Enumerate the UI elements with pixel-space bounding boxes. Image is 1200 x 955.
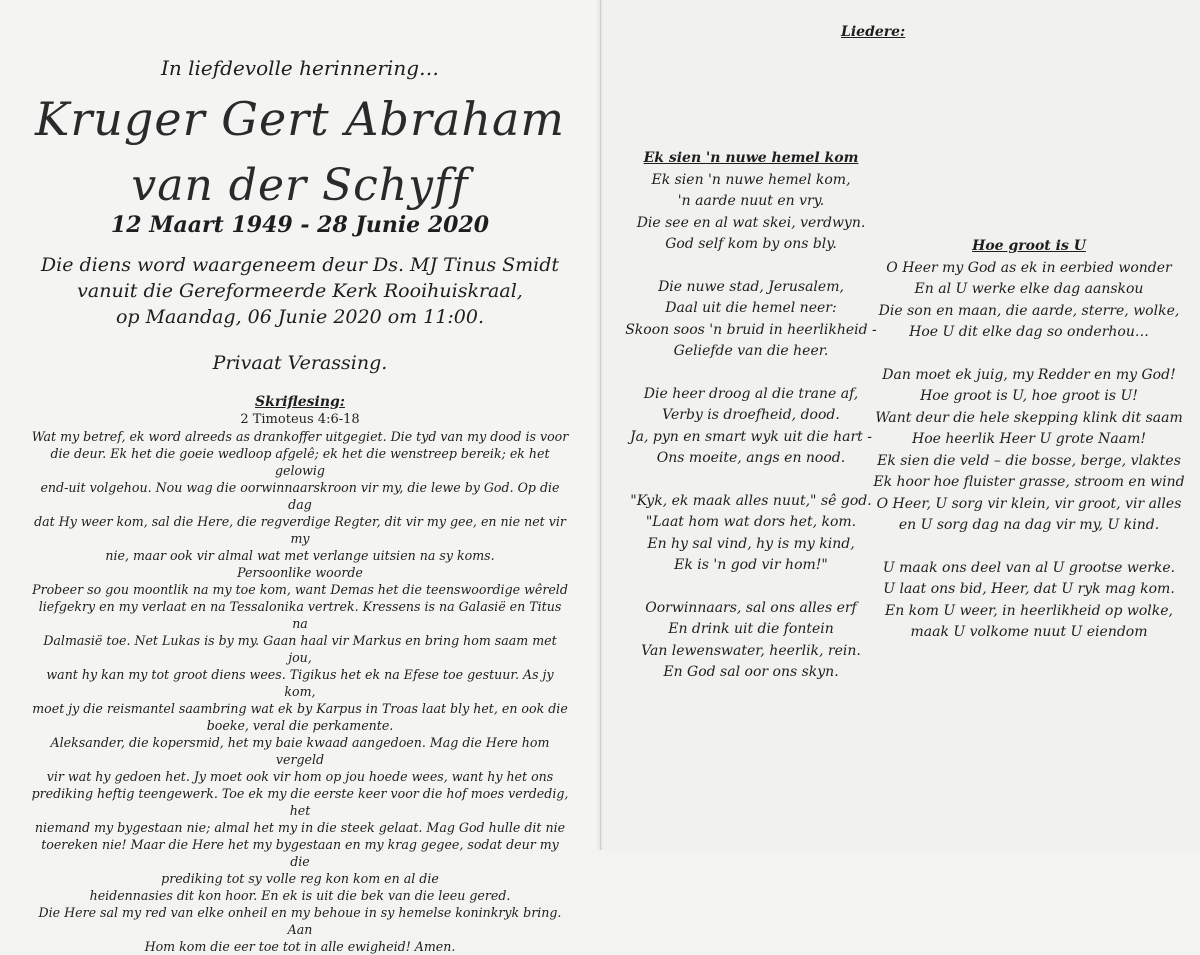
reading-line: liefgekry en my verlaat en na Tessalonika vertrek. Kressens is na Galasië en Titus na — [38, 599, 562, 631]
song-line: Ek is 'n god vir hom!" — [674, 557, 828, 573]
reading-line: Wat my betref, ek word alreeds as drankoffer uitgegiet. Die tyd van my dood is voor — [31, 429, 569, 444]
deceased-name-line1: Kruger Gert Abraham — [34, 92, 566, 146]
song-stanza — [611, 277, 891, 363]
song-title: Ek sien 'n nuwe hemel kom — [643, 150, 859, 166]
reading-title: Skriflesing: — [255, 394, 345, 410]
song-line: Geliefde van die heer. — [673, 343, 829, 359]
reading-line: Persoonlike woorde — [237, 565, 363, 580]
reading-line: niemand my bygestaan nie; almal het my in die steek gelaat. Mag God hulle dit nie — [34, 820, 566, 835]
service-line: Die diens word waargeneem deur Ds. MJ Tinus Smidt — [40, 254, 560, 276]
cremation-note: Privaat Verassing. — [212, 352, 388, 374]
reading-line: nie, maar ook vir almal wat met verlange uitsien na sy koms. — [105, 548, 495, 563]
reading-line: Dalmasië toe. Net Lukas is by my. Gaan haal vir Markus en bring hom saam met jou, — [43, 633, 557, 665]
scripture-reading — [30, 428, 570, 955]
song-line: God self kom by ons bly. — [665, 236, 837, 252]
song-line: Oorwinnaars, sal ons alles erf — [645, 599, 857, 616]
song-line: Ek sien 'n nuwe hemel kom, — [651, 171, 851, 188]
deceased-name-line2: van der Schyff — [131, 160, 469, 211]
song-line: Van lewenswater, heerlik, rein. — [641, 642, 861, 659]
song-line: O Heer my God as ek in eerbied wonder — [886, 259, 1172, 276]
reading-line: boeke, veral die perkamente. — [206, 718, 394, 733]
reading-line: prediking tot sy volle reg kon kom en al die — [161, 871, 439, 886]
song-line: Hoe heerlik Heer U grote Naam! — [911, 431, 1146, 447]
song-line: En al U werke elke dag aanskou — [914, 281, 1144, 297]
song-stanza — [611, 598, 891, 684]
song-title: Hoe groot is U — [972, 238, 1086, 254]
song-line: Die heer droog al die trane af, — [643, 385, 859, 402]
reading-line: want hy kan my tot groot diens wees. Tigikus het ek na Efese toe gestuur. As jy kom, — [46, 667, 554, 699]
reading-line: Probeer so gou moontlik na my toe kom, want Demas het die teenswoordige wêreld — [32, 582, 568, 597]
song-ek-sien — [611, 148, 891, 705]
song-line: Want deur die hele skepping klink dit saam — [875, 409, 1183, 426]
song-line: Die nuwe stad, Jerusalem, — [658, 278, 844, 295]
song-stanza — [611, 491, 891, 577]
reading-line: Aleksander, die kopersmid, het my baie kwaad aangedoen. Mag die Here hom vergeld — [50, 735, 550, 767]
reading-line: toereken nie! Maar die Here het my bygestaan en my krag gegee, sodat deur my die — [41, 837, 559, 869]
left-page — [0, 0, 600, 954]
song-hoe-groot — [869, 236, 1189, 665]
song-line: 'n aarde nuut en vry. — [677, 193, 825, 209]
song-stanza — [611, 170, 891, 256]
song-line: en U sorg dag na dag vir my, U kind. — [898, 517, 1160, 533]
song-stanza — [869, 365, 1189, 537]
song-line: Verby is droefheid, dood. — [662, 407, 840, 423]
song-line: Ja, pyn en smart wyk uit die hart - — [630, 428, 872, 445]
reading-reference: 2 Timoteus 4:6-18 — [240, 412, 360, 427]
song-line: Ek hoor hoe fluister grasse, stroom en wind — [873, 474, 1185, 490]
song-line: Hoe U dit elke dag so onderhou… — [909, 324, 1149, 340]
life-dates: 12 Maart 1949 - 28 Junie 2020 — [110, 212, 490, 238]
service-line: vanuit die Gereformeerde Kerk Rooihuiskraal, — [77, 280, 523, 302]
song-line: Ons moeite, angs en nood. — [656, 450, 846, 466]
service-line: op Maandag, 06 Junie 2020 om 11:00. — [115, 306, 485, 328]
reading-line: Die Here sal my red van elke onheil en my behoue in sy hemelse koninkryk bring. Aan — [38, 905, 562, 937]
reading-line: die deur. Ek het die goeie wedloop afgelê; ek het die wenstreep bereik; ek het gelowig — [50, 446, 550, 478]
reading-line: end-uit volgehou. Nou wag die oorwinnaarskroon vir my, die lewe by God. Op die dag — [40, 480, 560, 512]
song-line: "Laat hom wat dors het, kom. — [645, 514, 857, 530]
song-line: En hy sal vind, hy is my kind, — [647, 535, 855, 552]
reading-line: dat Hy weer kom, sal die Here, die regverdige Regter, dit vir my gee, en nie net vir my — [34, 514, 566, 546]
song-line: Die see en al wat skei, verdwyn. — [636, 214, 866, 231]
song-line: O Heer, U sorg vir klein, vir groot, vir alles — [876, 495, 1182, 512]
song-line: En drink uit die fontein — [668, 621, 834, 637]
song-stanza — [869, 258, 1189, 344]
song-line: U maak ons deel van al U grootse werke. — [882, 559, 1176, 576]
songs-heading: Liedere: — [841, 24, 906, 40]
song-line: Daal uit die hemel neer: — [665, 300, 837, 316]
song-line: "Kyk, ek maak alles nuut," sê god. — [630, 492, 872, 509]
right-page — [600, 0, 1200, 850]
reading-line: vir wat hy gedoen het. Jy moet ook vir hom op jou hoede wees, want hy het ons — [46, 769, 554, 784]
song-line: maak U volkome nuut U eiendom — [910, 624, 1148, 640]
song-line: Ek sien die veld – die bosse, berge, vlaktes — [877, 452, 1181, 469]
reading-line: heidennasies dit kon hoor. En ek is uit die bek van die leeu gered. — [89, 888, 511, 903]
reading-line: prediking heftig teengewerk. Toe ek my die eerste keer voor die hof moes verdedig, het — [31, 786, 569, 818]
song-line: U laat ons bid, Heer, dat U ryk mag kom. — [883, 581, 1175, 597]
page-fold — [596, 0, 604, 850]
intro-text: In liefdevolle herinnering… — [160, 56, 440, 80]
reading-line: Hom kom die eer toe tot in alle ewigheid! Amen. — [144, 939, 456, 954]
song-line: En God sal oor ons skyn. — [663, 664, 839, 680]
song-line: Skoon soos 'n bruid in heerlikheid - — [625, 321, 877, 338]
service-details — [20, 252, 580, 330]
song-stanza — [611, 384, 891, 470]
song-line: Die son en maan, die aarde, sterre, wolke, — [878, 302, 1180, 319]
song-line: Hoe groot is U, hoe groot is U! — [920, 388, 1138, 404]
song-line: En kom U weer, in heerlikheid op wolke, — [885, 602, 1173, 619]
song-line: Dan moet ek juig, my Redder en my God! — [882, 366, 1176, 383]
song-stanza — [869, 558, 1189, 644]
reading-line: moet jy die reismantel saambring wat ek by Karpus in Troas laat bly het, en ook die — [32, 701, 568, 716]
